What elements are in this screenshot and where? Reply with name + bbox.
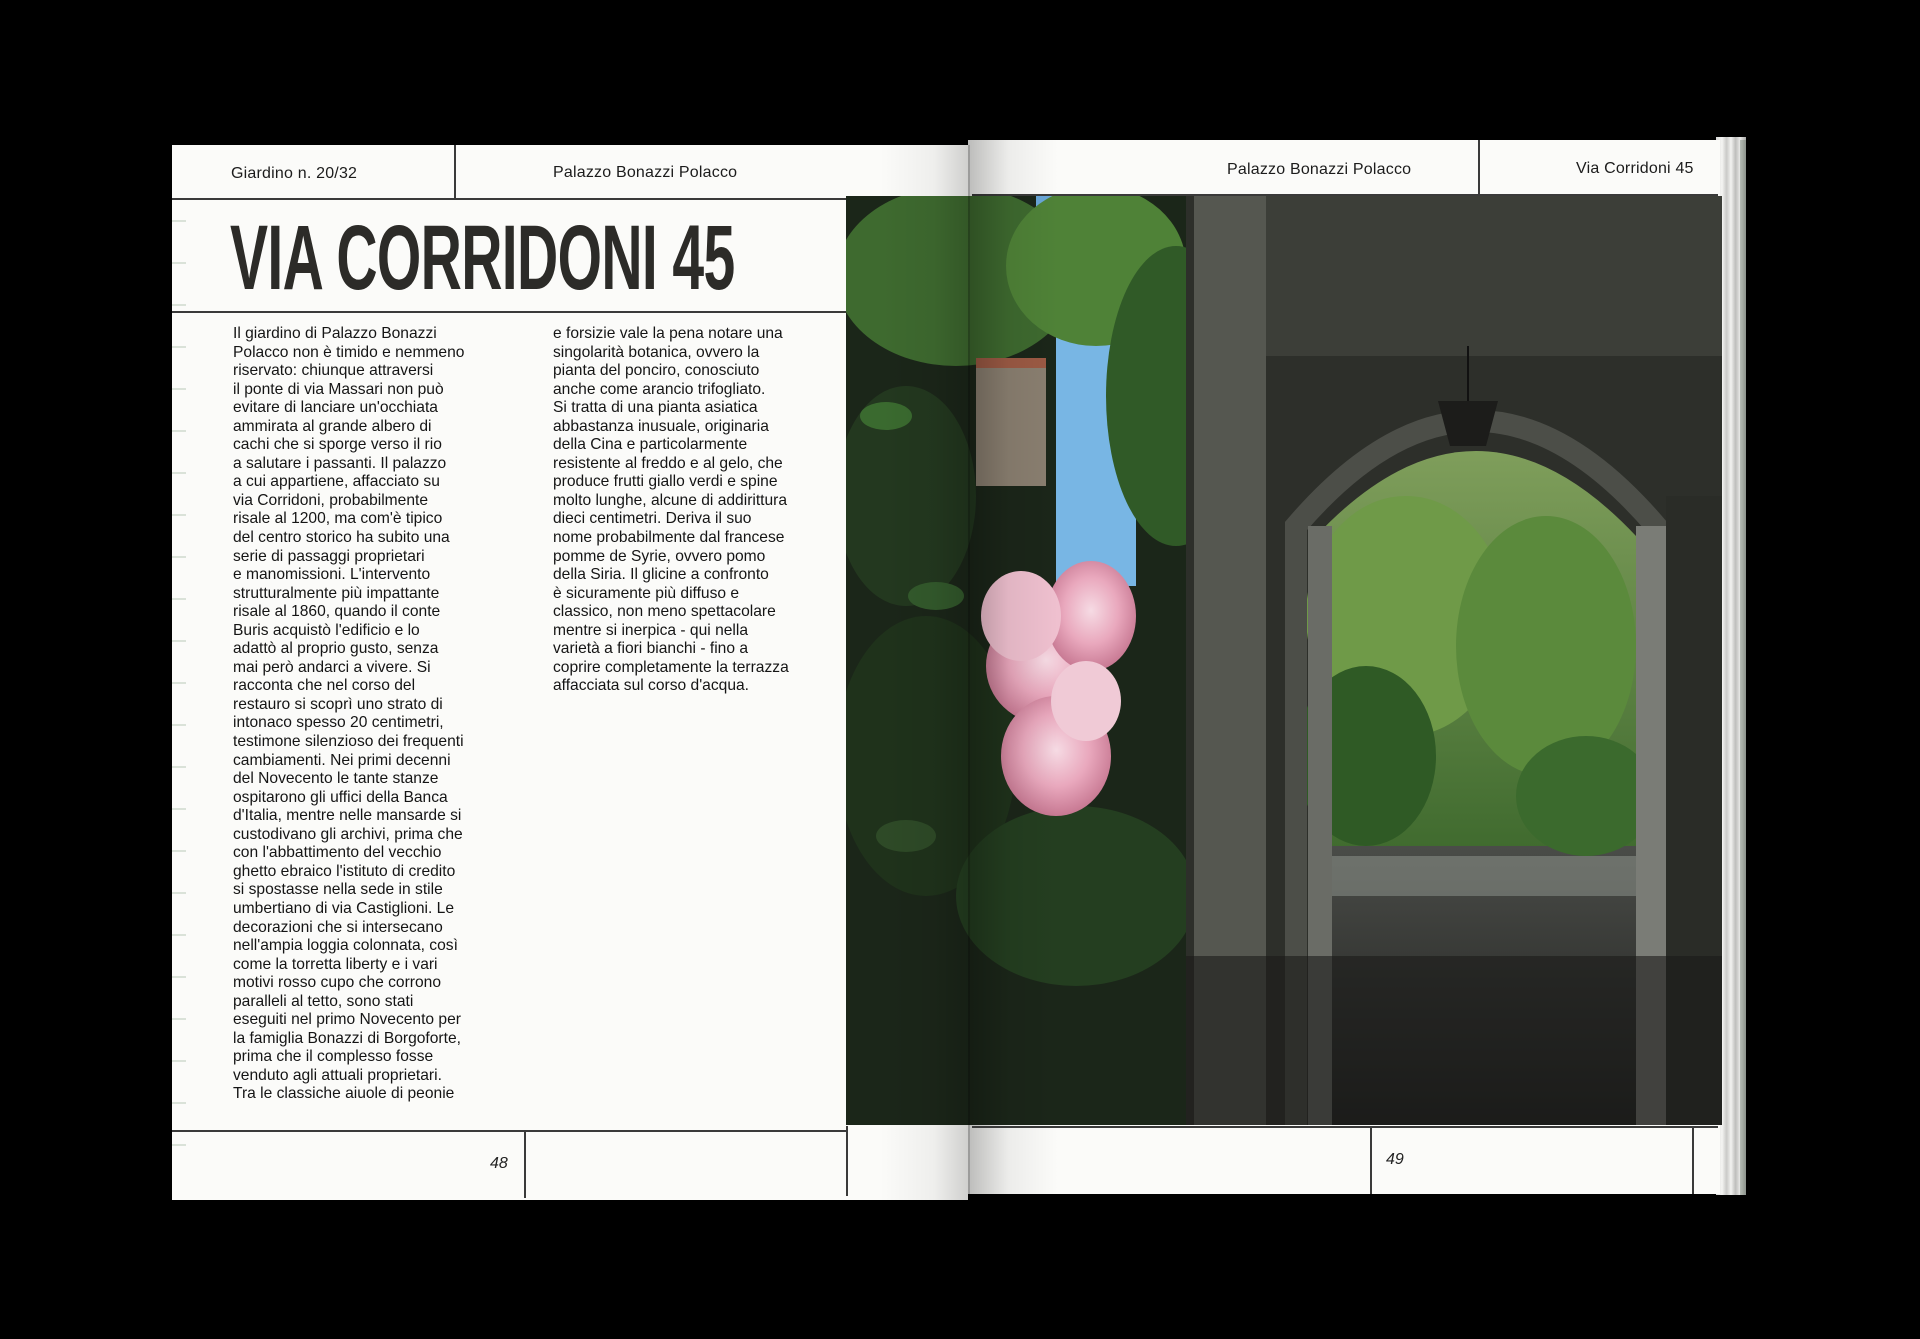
header-divider-left: [454, 145, 456, 199]
garden-photo: [846, 196, 1722, 1125]
page-number-left: 48: [490, 1155, 508, 1172]
footer-divider-left: [524, 1130, 526, 1198]
body-column-2: e forsizie vale la pena notare una singolarità botanica, ovvero la pianta del ponciro, conosciuto anche come arancio trifogliato. Si tratta di una pianta asiatica abbastanza inusuale, originaria della Cina e particolarmente resistente al freddo e al gelo, che produce frutti giallo verdi e spine molto lunghe, alcune di addirittura dieci centimetri. Deriva il suo nome probabilmente dal francese pomme de Syrie, ovvero pomo della Siria. Il glicine a confronto è sicuramente più diffuso e classico, non meno spettacolare mentre si inerpica - qui nella varietà a fiori bianchi - fino a coprire completamente la terrazza affacciata sul corso d'acqua.: [553, 325, 789, 695]
footer-rule-right: [972, 1126, 1718, 1128]
footer-divider-mid: [846, 1126, 848, 1196]
footer-divider-right: [1370, 1126, 1372, 1194]
running-head-left: Palazzo Bonazzi Polacco: [553, 164, 738, 181]
body-column-1: Il giardino di Palazzo Bonazzi Polacco non è timido e nemmeno riservato: chiunque attraversi il ponte di via Massari non può evitare di lanciare un'occhiata ammirata al grande albero di cachi che si sporge verso il rio a salutare i passanti. Il palazzo a cui appartiene, affacciato su via Corridoni, probabilmente risale al 1200, ma com'è tipico del centro storico ha subito una serie di passaggi proprietari e manomissioni. L'intervento strutturalmente più impattante risale al 1860, quando il conte Buris acquistò l'edificio e lo adattò al proprio gusto, senza mai però andarci a vivere. Si racconta che nel corso del restauro si scoprì uno strato di intonaco spesso 20 centimetri, testimone silenzioso dei frequenti cambiamenti. Nei primi decenni del Novecento le tante stanze ospitarono gli uffici della Banca d'Italia, mentre nelle mansarde si custodivano gli archivi, prima che con l'abbattimento del vecchio ghetto ebraico l'istituto di credito si spostasse nella sede in stile umbertiano di via Castiglioni. Le decorazioni che si intersecano nell'ampia loggia colonnata, così come la torretta liberty e i vari motivi rosso cupo che corrono paralleli al tetto, sono stati eseguiti nel primo Novecento per la famiglia Bonazzi di Borgoforte, prima che il complesso fosse venduto agli attuali proprietari. Tra le classiche aiuole di peonie: [233, 325, 465, 1103]
running-head-right: Palazzo Bonazzi Polacco: [1227, 161, 1412, 178]
address-label: Via Corridoni 45: [1576, 160, 1694, 177]
title-rule: [172, 311, 846, 313]
garden-number-label: Giardino n. 20/32: [231, 165, 358, 182]
header-divider-right: [1478, 140, 1480, 195]
page-title: VIA CORRIDONI 45: [230, 207, 735, 309]
page-number-right: 49: [1386, 1151, 1404, 1168]
footer-divider-edge: [1692, 1126, 1694, 1194]
header-rule-left: [172, 198, 846, 200]
footer-rule-left: [172, 1130, 846, 1132]
